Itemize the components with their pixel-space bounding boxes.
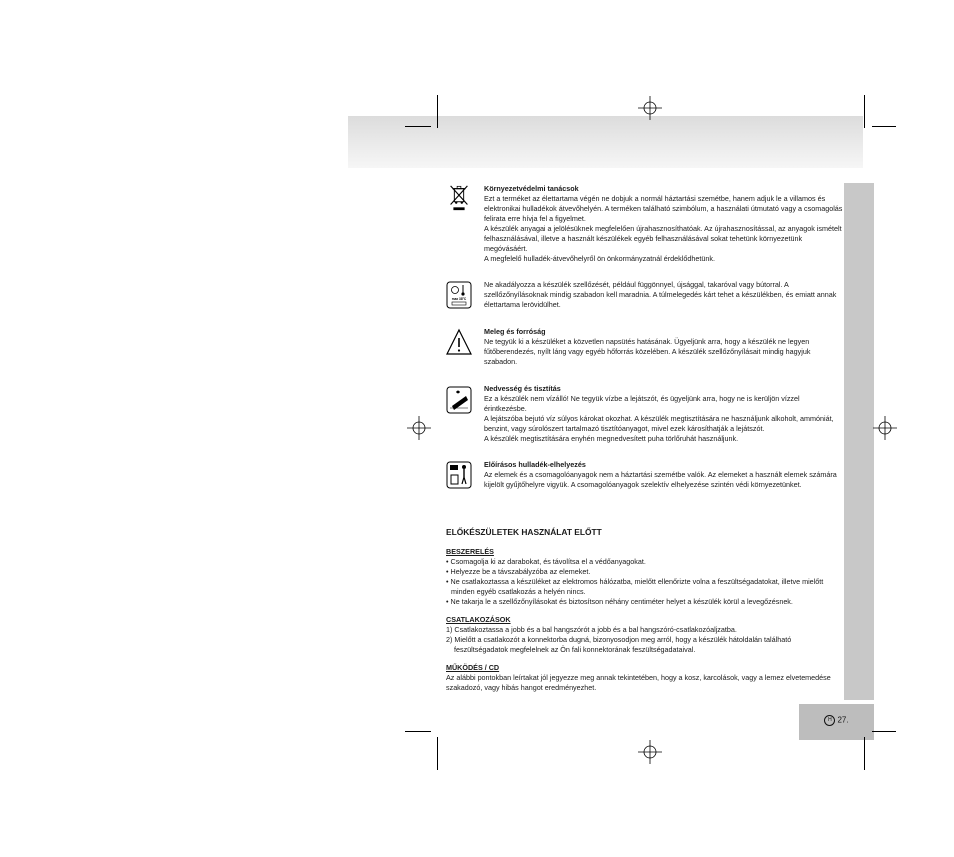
notice-paragraph: A készülék megtisztítására enyhén megnedvesített puha törlőruhát használjunk.	[484, 434, 739, 443]
registration-mark-icon	[638, 740, 662, 764]
page-number-box	[799, 704, 874, 740]
notice-ventilation	[484, 280, 844, 310]
paragraph: Az alábbi pontokban leírtakat jól jegyezze meg annak tekintetében, hogy a kosz, karcolások, vagy a lemez elvetemedése szakadozó, vagy hibás hangot eredményezhet.	[446, 673, 831, 692]
notice-moisture	[484, 384, 844, 444]
list-item: • Helyezze be a távszabályzóba az elemeket.	[446, 567, 591, 576]
moisture-cleaning-icon	[446, 386, 472, 414]
registration-mark-icon	[638, 96, 662, 120]
notice-disposal	[484, 460, 844, 490]
crop-mark	[437, 737, 438, 770]
ventilation-icon-label: max 38°C	[451, 297, 467, 301]
notice-environment	[484, 184, 844, 264]
notice-title: Nedvesség és tisztítás	[484, 384, 561, 393]
ventilation-icon	[446, 281, 472, 309]
page-number	[799, 715, 874, 726]
crop-mark	[437, 95, 438, 128]
notice-title: Környezetvédelmi tanácsok	[484, 184, 579, 193]
notice-heat	[484, 327, 844, 367]
side-tab-bar	[844, 183, 874, 700]
registration-mark-icon	[407, 416, 431, 440]
notice-paragraph: A lejátszóba bejutó víz súlyos károkat okozhat. A készülék megtisztítására ne használjunk alkoholt, ammóniát, benzint, vagy súrolószert tartalmazó tisztítóanyagot, mivel ezek károsíthatják a lejátszót.	[484, 414, 834, 433]
header-band	[348, 116, 863, 168]
crop-mark	[405, 731, 431, 732]
list-item: 1) Csatlakoztassa a jobb és a bal hangszórót a jobb és a bal hangszóró-csatlakozóaljzatba.	[446, 625, 737, 634]
crop-mark	[864, 95, 865, 128]
waste-disposal-icon	[446, 461, 472, 489]
notice-paragraph: Ne akadályozza a készülék szellőzését, például függönnyel, újsággal, takaróval vagy bútorral. A szellőzőnyílásoknak mindig szabadon kell maradnia. A túlmelegedés kárt tehet a készülékben, és emiatt annak élettartama lerövidülhet.	[484, 280, 837, 309]
section-title-operation: MŰKÖDÉS / CD	[446, 663, 500, 672]
registration-mark-icon	[873, 416, 897, 440]
list-item: • Ne csatlakoztassa a készüléket az elektromos hálózatba, mielőtt ellenőrizte volna a feszültségadatokat, illetve mielőtt minden egyéb csatlakozás a helyén nincs.	[446, 577, 824, 596]
notice-paragraph: Ez a készülék nem vízálló! Ne tegyük vízbe a lejátszót, és ügyeljünk arra, hogy ne is kerüljön vízzel érintkezésbe.	[484, 394, 800, 413]
notice-paragraph: A készülék anyagai a jelölésüknek megfelelően újrahasznosíthatóak. Az újrahasznosítással, az anyagok ismételt felhasználásával, illetve a használt készülékek egyéb felhasználásával sokat tehetünk környezetünk megóvásáért.	[484, 224, 842, 253]
warning-triangle-icon	[446, 328, 472, 356]
section-title-installation: BESZERELÉS	[446, 547, 494, 556]
main-content	[446, 527, 846, 693]
crop-mark	[872, 731, 896, 732]
list-item: 2) Mielőtt a csatlakozót a konnektorba dugná, bizonyosodjon meg arról, hogy a készülék hátoldalán található feszültségadatok megfelelnek az Ön fali konnektorának feszültségadataival.	[446, 635, 792, 654]
crop-mark	[405, 126, 431, 127]
page-number-text: 27.	[837, 715, 849, 725]
crop-mark	[872, 126, 896, 127]
notice-paragraph: Ne tegyük ki a készüléket a közvetlen napsütés hatásának. Ügyeljünk arra, hogy a készülék ne legyen fűtőberendezés, nyílt láng vagy egyéb hőforrás közelében. A készülék szellőzőnyílásait mindig hagyjuk szabadon.	[484, 337, 811, 366]
page-heading: ELŐKÉSZÜLETEK HASZNÁLAT ELŐTT	[446, 527, 602, 537]
section-title-connections: CSATLAKOZÁSOK	[446, 615, 511, 624]
language-badge: H	[824, 715, 835, 726]
crop-mark	[864, 737, 865, 770]
notice-title: Meleg és forróság	[484, 327, 546, 336]
list-item: • Csomagolja ki az darabokat, és távolítsa el a védőanyagokat.	[446, 557, 646, 566]
notice-paragraph: Ezt a terméket az élettartama végén ne dobjuk a normál háztartási szemétbe, hanem adjuk le a villamos és elektronikai hulladékok átvevőhelyén. A terméken található szimbólum, a használati útmutató vagy a csomagolás felirata erre hívja fel a figyelmet.	[484, 194, 843, 223]
notice-title: Előírásos hulladék-elhelyezés	[484, 460, 586, 469]
notice-paragraph: Az elemek és a csomagolóanyagok nem a háztartási szemétbe valók. Az elemeket a használt elemek számára kijelölt gyűjtőhelyre vigyük. A csomagolóanyagok szelektív elhelyezése szintén védi környezetünket.	[484, 470, 837, 489]
crossed-bin-icon	[446, 184, 472, 212]
list-item: • Ne takarja le a szellőzőnyílásokat és biztosítson néhány centiméter helyet a készülék körül a levegőzésnek.	[446, 597, 793, 606]
notice-paragraph: A megfelelő hulladék-átvevőhelyről ön önkormányzatnál érdeklődhetünk.	[484, 254, 715, 263]
